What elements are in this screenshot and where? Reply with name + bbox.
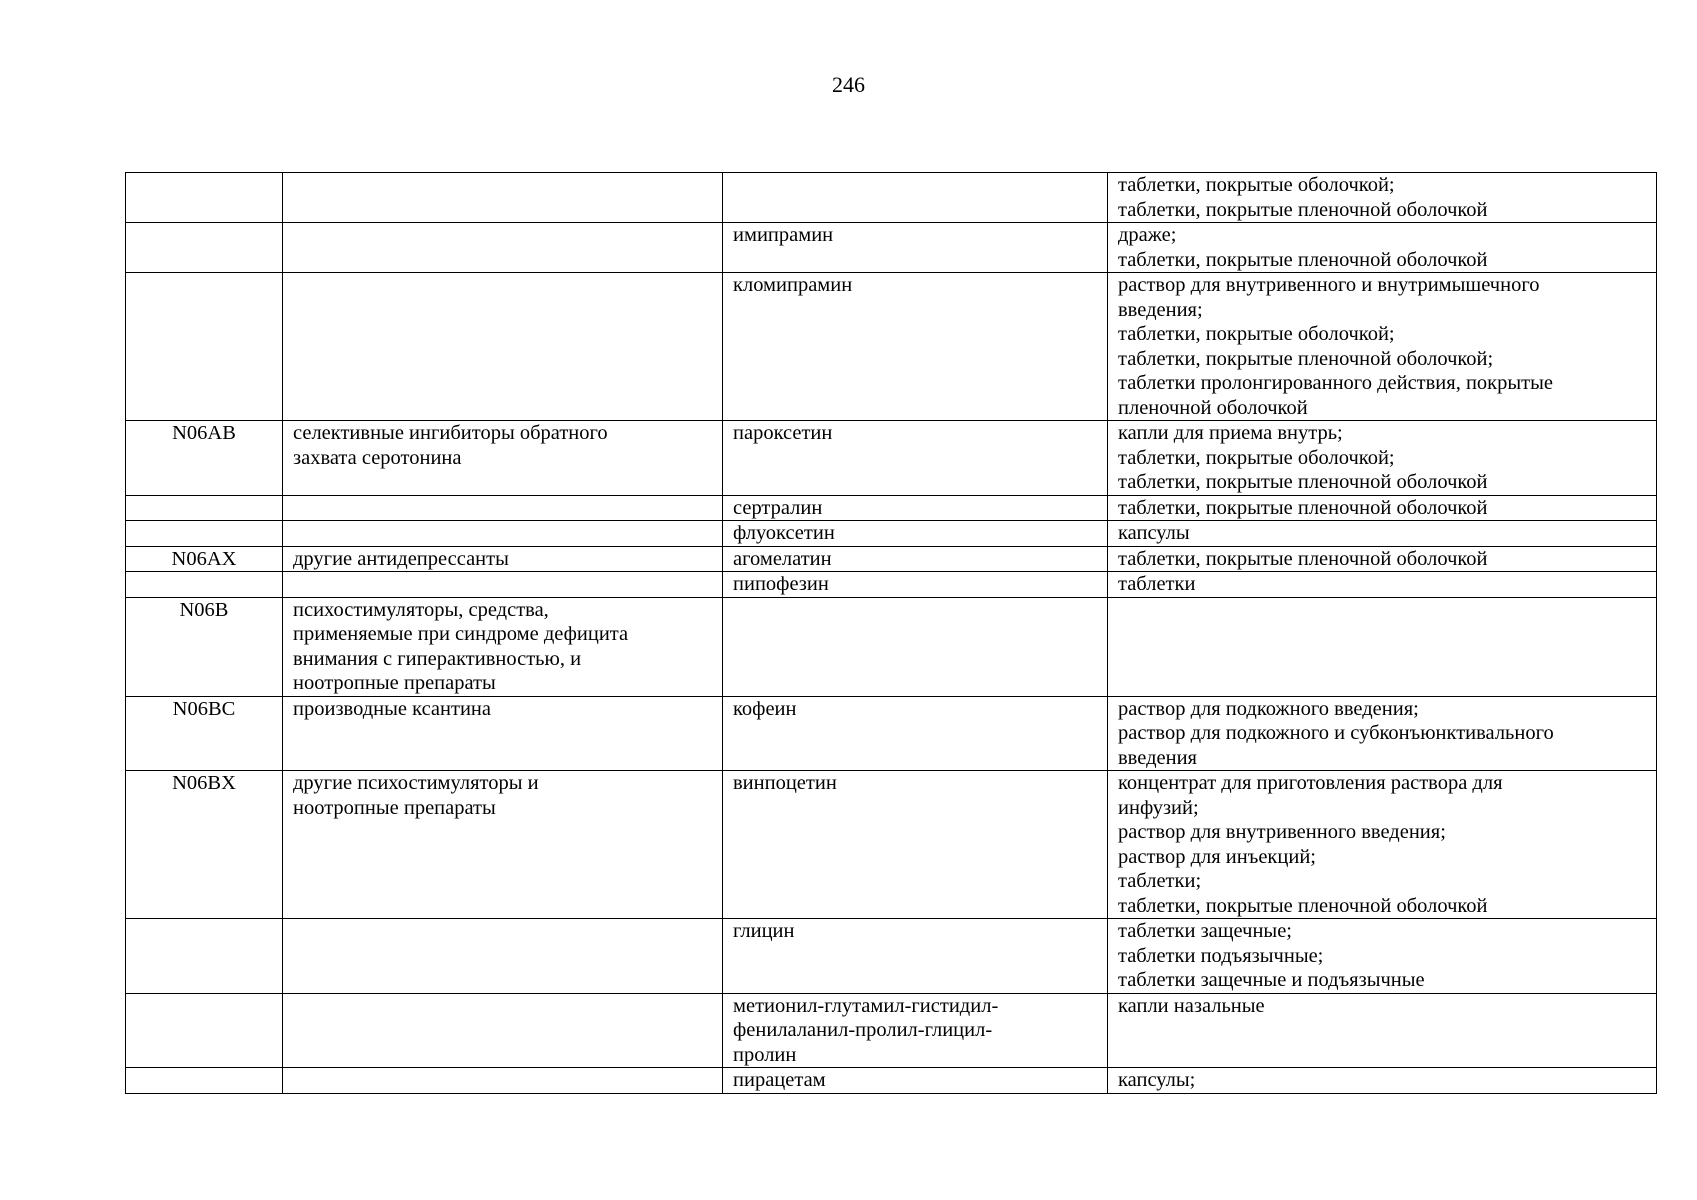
group-line: другие психостимуляторы и: [293, 772, 539, 794]
table-row: [126, 572, 1657, 598]
drug-table-body: [126, 173, 1657, 1094]
dosage-forms-line: таблетки подъязычные;: [1118, 944, 1324, 967]
dosage-forms-line: таблетки, покрытые пленочной оболочкой: [1118, 471, 1488, 493]
dosage-forms-line: таблетки защечные;: [1118, 920, 1292, 942]
group-cell: [283, 572, 723, 598]
table-row: [126, 919, 1657, 994]
dosage-forms-line: таблетки, покрытые оболочкой;: [1118, 174, 1395, 196]
dosage-forms-cell: [1108, 1068, 1657, 1094]
drug-name-cell: [723, 771, 1108, 919]
drug-name-line: имипрамин: [733, 224, 834, 246]
atc-code-cell: [126, 173, 283, 223]
dosage-forms-line: капли назальные: [1118, 994, 1265, 1017]
atc-code-cell: [126, 546, 283, 572]
dosage-forms-line: таблетки;: [1118, 870, 1202, 892]
drug-name-line: фенилаланил-пролил-глицил-: [733, 1019, 993, 1041]
table-row: [126, 273, 1657, 421]
drug-name-line: пипофезин: [733, 573, 829, 595]
dosage-forms-line: таблетки, покрытые пленочной оболочкой: [1118, 894, 1488, 917]
dosage-forms-line: таблетки, покрытые пленочной оболочкой;: [1118, 347, 1494, 370]
drug-name-line: винпоцетин: [733, 772, 837, 794]
drug-name-cell: [723, 572, 1108, 598]
dosage-forms-line: раствор для инъекций;: [1118, 845, 1316, 868]
dosage-forms-line: введения: [1118, 746, 1197, 769]
dosage-forms-line: капли для приема внутрь;: [1118, 422, 1343, 444]
drug-name-cell: [723, 273, 1108, 421]
dosage-forms-cell: [1108, 771, 1657, 919]
group-line: производные ксантина: [293, 697, 492, 720]
drug-name-cell: [723, 1068, 1108, 1094]
table-row: [126, 597, 1657, 696]
drug-name-line: флуоксетин: [733, 522, 835, 544]
dosage-forms-cell: [1108, 546, 1657, 572]
atc-code-cell: [126, 993, 283, 1068]
drug-name-line: пирацетам: [733, 1069, 826, 1091]
atc-code: N06BC: [172, 697, 236, 720]
table-row: [126, 223, 1657, 273]
dosage-forms-line: драже;: [1118, 224, 1177, 246]
atc-code-cell: [126, 223, 283, 273]
table-row: [126, 696, 1657, 771]
drug-name-cell: [723, 546, 1108, 572]
drug-name-cell: [723, 173, 1108, 223]
table-row: [126, 421, 1657, 496]
table-row: [126, 521, 1657, 547]
dosage-forms-line: таблетки: [1118, 573, 1196, 595]
page-number: 246: [832, 72, 865, 97]
dosage-forms-line: таблетки, покрытые оболочкой;: [1118, 446, 1395, 469]
atc-code-cell: [126, 572, 283, 598]
group-cell: [283, 173, 723, 223]
atc-code-cell: [126, 421, 283, 496]
dosage-forms-cell: [1108, 696, 1657, 771]
group-cell: [283, 495, 723, 521]
atc-code-cell: [126, 771, 283, 919]
dosage-forms-line: таблетки, покрытые пленочной оболочкой: [1118, 547, 1488, 570]
drug-name-line: пролин: [733, 1043, 797, 1066]
atc-code-cell: [126, 273, 283, 421]
dosage-forms-line: таблетки, покрытые пленочной оболочкой: [1118, 248, 1488, 271]
dosage-forms-line: капсулы;: [1118, 1069, 1196, 1091]
group-cell: [283, 521, 723, 547]
dosage-forms-cell: [1108, 421, 1657, 496]
dosage-forms-cell: [1108, 919, 1657, 994]
dosage-forms-cell: [1108, 173, 1657, 223]
atc-code: N06BX: [172, 772, 236, 794]
group-cell: [283, 223, 723, 273]
drug-name-cell: [723, 597, 1108, 696]
dosage-forms-line: инфузий;: [1118, 796, 1199, 819]
dosage-forms-line: таблетки защечные и подъязычные: [1118, 969, 1425, 991]
dosage-forms-cell: [1108, 223, 1657, 273]
group-line: ноотропные препараты: [293, 796, 496, 819]
table-row: [126, 495, 1657, 521]
drug-name-cell: [723, 919, 1108, 994]
drug-name-cell: [723, 696, 1108, 771]
dosage-forms-cell: [1108, 993, 1657, 1068]
group-cell: [283, 1068, 723, 1094]
dosage-forms-line: таблетки, покрытые пленочной оболочкой: [1118, 198, 1488, 221]
dosage-forms-cell: [1108, 597, 1657, 696]
group-line: селективные ингибиторы обратного: [293, 422, 608, 444]
group-line: психостимуляторы, средства,: [293, 598, 549, 621]
group-line: захвата серотонина: [293, 446, 462, 469]
atc-code-cell: [126, 521, 283, 547]
drug-name-line: метионил-глутамил-гистидил-: [733, 994, 999, 1017]
table-row: [126, 173, 1657, 223]
group-cell: [283, 919, 723, 994]
drug-name-line: кофеин: [733, 697, 797, 720]
drug-name-cell: [723, 495, 1108, 521]
drug-name-cell: [723, 521, 1108, 547]
dosage-forms-line: капсулы: [1118, 522, 1190, 544]
dosage-forms-cell: [1108, 572, 1657, 598]
table-row: [126, 993, 1657, 1068]
table-row: [126, 1068, 1657, 1094]
drug-name-cell: [723, 993, 1108, 1068]
group-line: применяемые при синдроме дефицита: [293, 623, 629, 645]
dosage-forms-line: введения;: [1118, 298, 1203, 321]
group-line: другие антидепрессанты: [293, 547, 509, 570]
group-cell: [283, 771, 723, 919]
drug-name-line: сертралин: [733, 496, 823, 519]
dosage-forms-cell: [1108, 521, 1657, 547]
drug-name-line: кломипрамин: [733, 274, 853, 296]
group-cell: [283, 993, 723, 1068]
dosage-forms-line: пленочной оболочкой: [1118, 396, 1308, 419]
dosage-forms-line: раствор для подкожного введения;: [1118, 697, 1419, 720]
dosage-forms-line: раствор для подкожного и субконъюнктивального: [1118, 722, 1554, 744]
table-row: [126, 771, 1657, 919]
group-line: ноотропные препараты: [293, 672, 496, 694]
atc-code: N06AX: [171, 547, 237, 570]
dosage-forms-cell: [1108, 495, 1657, 521]
atc-code-cell: [126, 597, 283, 696]
drug-name-line: глицин: [733, 920, 795, 942]
dosage-forms-line: таблетки, покрытые оболочкой;: [1118, 323, 1395, 345]
dosage-forms-cell: [1108, 273, 1657, 421]
drug-name-cell: [723, 223, 1108, 273]
group-cell: [283, 597, 723, 696]
atc-code-cell: [126, 919, 283, 994]
drug-name-cell: [723, 421, 1108, 496]
dosage-forms-line: таблетки пролонгированного действия, покрытые: [1118, 372, 1553, 394]
dosage-forms-line: концентрат для приготовления раствора для: [1118, 772, 1503, 794]
dosage-forms-line: таблетки, покрытые пленочной оболочкой: [1118, 496, 1488, 519]
atc-code: N06AB: [172, 422, 236, 444]
dosage-forms-line: раствор для внутривенного и внутримышечного: [1118, 274, 1540, 296]
atc-code-cell: [126, 696, 283, 771]
group-cell: [283, 273, 723, 421]
group-cell: [283, 696, 723, 771]
atc-code-cell: [126, 495, 283, 521]
table-row: [126, 546, 1657, 572]
dosage-forms-line: раствор для внутривенного введения;: [1118, 821, 1446, 843]
group-cell: [283, 546, 723, 572]
drug-table: [125, 172, 1657, 1094]
group-line: внимания с гиперактивностью, и: [293, 647, 582, 670]
atc-code-cell: [126, 1068, 283, 1094]
atc-code: N06B: [179, 598, 229, 621]
group-cell: [283, 421, 723, 496]
drug-name-line: пароксетин: [733, 422, 833, 444]
drug-name-line: агомелатин: [733, 547, 832, 570]
